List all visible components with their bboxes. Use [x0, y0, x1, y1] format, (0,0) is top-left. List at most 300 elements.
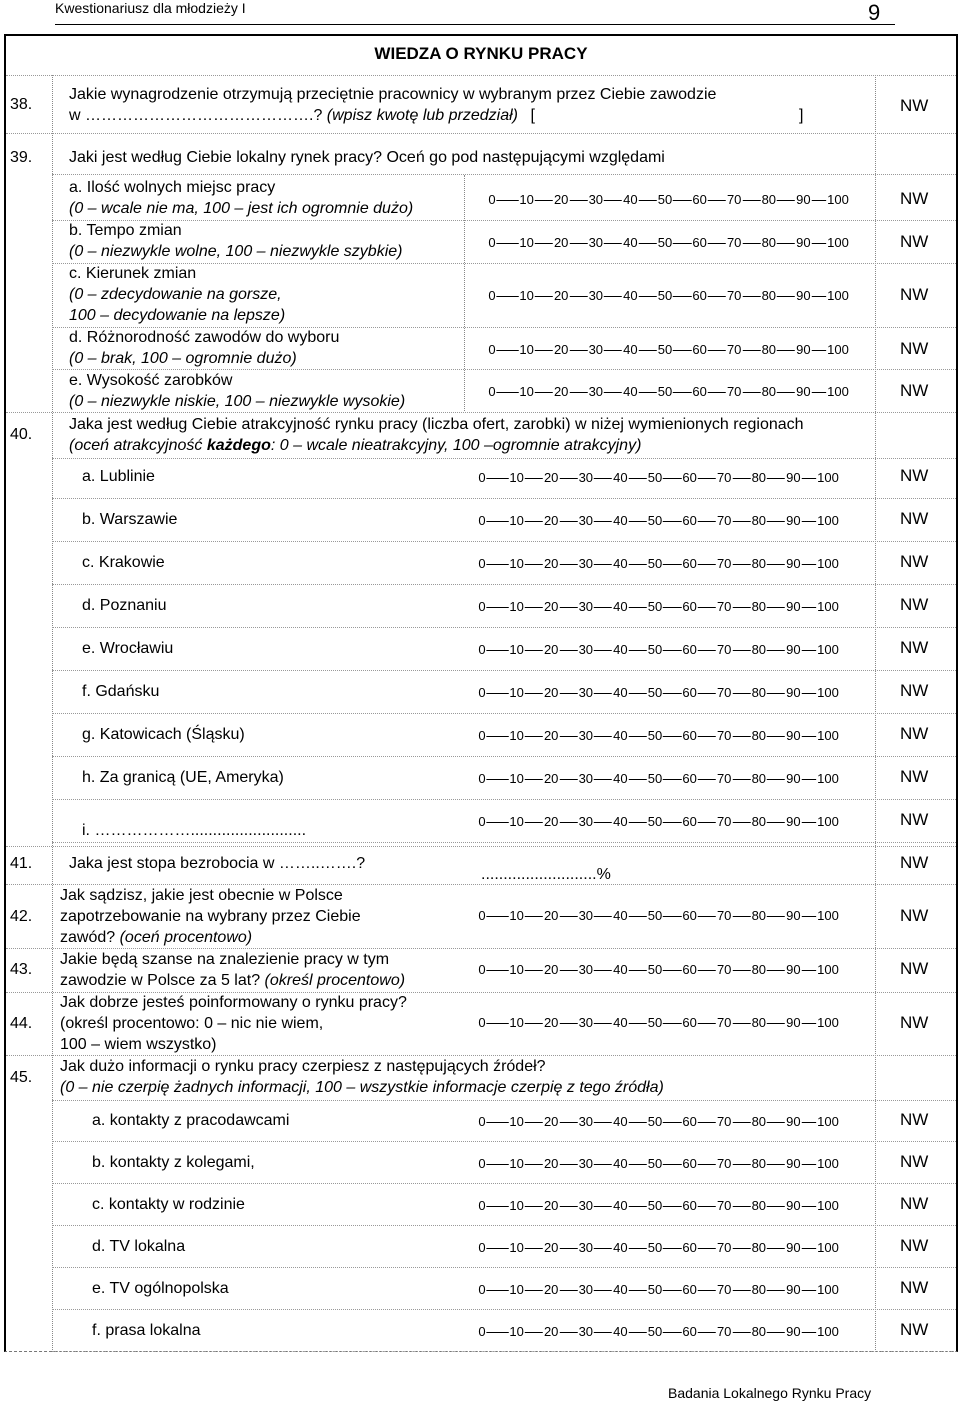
- scale-tick-100[interactable]: 100: [817, 908, 839, 923]
- scale-tick-70[interactable]: 70: [716, 1282, 732, 1297]
- q40-item-scale[interactable]: [476, 513, 846, 529]
- scale-tick-90[interactable]: 90: [786, 642, 801, 657]
- scale-tick-30[interactable]: 30: [578, 908, 594, 923]
- scale-tick-90[interactable]: 90: [786, 1198, 801, 1213]
- scale-tick-40[interactable]: 40: [613, 1015, 628, 1030]
- scale-tick-100[interactable]: 100: [827, 342, 849, 357]
- scale-tick-20[interactable]: 20: [543, 771, 559, 786]
- q45-item-nw[interactable]: NW: [900, 1320, 929, 1339]
- scale-tick-70[interactable]: 70: [726, 342, 742, 357]
- scale-tick-90[interactable]: 90: [786, 1114, 801, 1129]
- scale-tick-60[interactable]: 60: [682, 908, 697, 923]
- scale-tick-0[interactable]: 0: [478, 513, 486, 528]
- q45-item-scale[interactable]: [476, 1114, 846, 1130]
- scale-tick-100[interactable]: 100: [817, 1324, 839, 1339]
- scale-tick-90[interactable]: 90: [786, 599, 801, 614]
- scale-tick-60[interactable]: 60: [692, 288, 707, 303]
- scale-tick-10[interactable]: 10: [509, 814, 524, 829]
- scale-tick-30[interactable]: 30: [588, 192, 604, 207]
- q45-item-nw[interactable]: NW: [900, 1194, 929, 1213]
- scale-tick-90[interactable]: 90: [796, 384, 811, 399]
- scale-tick-40[interactable]: 40: [613, 814, 628, 829]
- scale-tick-20[interactable]: 20: [553, 342, 569, 357]
- scale-tick-20[interactable]: 20: [553, 288, 569, 303]
- scale-tick-0[interactable]: 0: [478, 962, 486, 977]
- scale-tick-0[interactable]: 0: [488, 342, 496, 357]
- q40-item-scale[interactable]: [476, 599, 846, 615]
- scale-tick-100[interactable]: 100: [817, 685, 839, 700]
- scale-tick-80[interactable]: 80: [751, 1114, 767, 1129]
- scale-tick-10[interactable]: 10: [509, 771, 524, 786]
- scale-tick-90[interactable]: 90: [786, 908, 801, 923]
- scale-tick-70[interactable]: 70: [716, 1015, 732, 1030]
- scale-tick-80[interactable]: 80: [761, 342, 777, 357]
- scale-tick-40[interactable]: 40: [613, 1240, 628, 1255]
- scale-tick-20[interactable]: 20: [543, 1015, 559, 1030]
- scale-tick-10[interactable]: 10: [509, 556, 524, 571]
- scale-tick-50[interactable]: 50: [647, 1015, 663, 1030]
- scale-tick-10[interactable]: 10: [509, 1198, 524, 1213]
- scale-tick-50[interactable]: 50: [657, 288, 673, 303]
- scale-tick-100[interactable]: 100: [817, 1114, 839, 1129]
- scale-tick-20[interactable]: 20: [543, 1114, 559, 1129]
- scale-tick-60[interactable]: 60: [692, 235, 707, 250]
- scale-tick-100[interactable]: 100: [817, 728, 839, 743]
- scale-tick-60[interactable]: 60: [692, 384, 707, 399]
- scale-tick-0[interactable]: 0: [478, 556, 486, 571]
- q40-item-scale[interactable]: [476, 470, 846, 486]
- scale-tick-90[interactable]: 90: [796, 288, 811, 303]
- scale-tick-70[interactable]: 70: [716, 1156, 732, 1171]
- scale-tick-80[interactable]: 80: [751, 908, 767, 923]
- scale-tick-40[interactable]: 40: [623, 384, 638, 399]
- scale-tick-80[interactable]: 80: [751, 642, 767, 657]
- scale-tick-40[interactable]: 40: [613, 962, 628, 977]
- q40-item-scale[interactable]: [476, 556, 846, 572]
- scale-tick-70[interactable]: 70: [716, 1240, 732, 1255]
- scale-tick-50[interactable]: 50: [647, 1156, 663, 1171]
- q39-c-nw[interactable]: NW: [900, 285, 929, 304]
- scale-tick-20[interactable]: 20: [543, 1198, 559, 1213]
- scale-tick-0[interactable]: 0: [478, 1282, 486, 1297]
- q40-item-nw[interactable]: NW: [900, 466, 929, 485]
- scale-tick-70[interactable]: 70: [716, 962, 732, 977]
- scale-tick-90[interactable]: 90: [786, 556, 801, 571]
- q39-c-scale[interactable]: [486, 288, 856, 304]
- scale-tick-10[interactable]: 10: [519, 342, 534, 357]
- scale-tick-0[interactable]: 0: [478, 470, 486, 485]
- scale-tick-70[interactable]: 70: [716, 908, 732, 923]
- scale-tick-60[interactable]: 60: [682, 1282, 697, 1297]
- scale-tick-10[interactable]: 10: [509, 470, 524, 485]
- scale-tick-10[interactable]: 10: [509, 1324, 524, 1339]
- scale-tick-30[interactable]: 30: [578, 1015, 594, 1030]
- q40-item-nw[interactable]: NW: [900, 509, 929, 528]
- scale-tick-40[interactable]: 40: [613, 1282, 628, 1297]
- scale-tick-0[interactable]: 0: [478, 1015, 486, 1030]
- scale-tick-50[interactable]: 50: [647, 814, 663, 829]
- scale-tick-50[interactable]: 50: [647, 599, 663, 614]
- q40-item-nw[interactable]: NW: [900, 552, 929, 571]
- scale-tick-10[interactable]: 10: [519, 288, 534, 303]
- q45-item-nw[interactable]: NW: [900, 1236, 929, 1255]
- scale-tick-100[interactable]: 100: [817, 771, 839, 786]
- scale-tick-40[interactable]: 40: [613, 685, 628, 700]
- q40-item-scale[interactable]: [476, 771, 846, 787]
- scale-tick-20[interactable]: 20: [543, 1282, 559, 1297]
- q45-item-scale[interactable]: [476, 1156, 846, 1172]
- scale-tick-0[interactable]: 0: [478, 599, 486, 614]
- scale-tick-50[interactable]: 50: [647, 513, 663, 528]
- scale-tick-60[interactable]: 60: [692, 342, 707, 357]
- scale-tick-10[interactable]: 10: [509, 962, 524, 977]
- q45-item-nw[interactable]: NW: [900, 1110, 929, 1129]
- scale-tick-20[interactable]: 20: [543, 513, 559, 528]
- scale-tick-70[interactable]: 70: [716, 771, 732, 786]
- scale-tick-70[interactable]: 70: [716, 1198, 732, 1213]
- q43-nw[interactable]: NW: [900, 959, 929, 978]
- scale-tick-0[interactable]: 0: [478, 642, 486, 657]
- scale-tick-20[interactable]: 20: [543, 642, 559, 657]
- q39-e-scale[interactable]: [486, 384, 856, 400]
- q45-item-nw[interactable]: NW: [900, 1152, 929, 1171]
- scale-tick-100[interactable]: 100: [827, 235, 849, 250]
- q39-b-nw[interactable]: NW: [900, 232, 929, 251]
- scale-tick-80[interactable]: 80: [751, 728, 767, 743]
- scale-tick-90[interactable]: 90: [786, 1015, 801, 1030]
- scale-tick-20[interactable]: 20: [553, 192, 569, 207]
- scale-tick-20[interactable]: 20: [543, 1324, 559, 1339]
- scale-tick-40[interactable]: 40: [613, 1156, 628, 1171]
- scale-tick-80[interactable]: 80: [751, 1156, 767, 1171]
- scale-tick-40[interactable]: 40: [613, 1114, 628, 1129]
- scale-tick-30[interactable]: 30: [588, 342, 604, 357]
- scale-tick-0[interactable]: 0: [478, 908, 486, 923]
- scale-tick-60[interactable]: 60: [682, 771, 697, 786]
- scale-tick-60[interactable]: 60: [682, 1015, 697, 1030]
- scale-tick-40[interactable]: 40: [613, 908, 628, 923]
- scale-tick-50[interactable]: 50: [657, 342, 673, 357]
- q40-item-scale[interactable]: [476, 728, 846, 744]
- scale-tick-80[interactable]: 80: [751, 599, 767, 614]
- q42-nw[interactable]: NW: [900, 906, 929, 925]
- scale-tick-60[interactable]: 60: [682, 642, 697, 657]
- scale-tick-10[interactable]: 10: [509, 1156, 524, 1171]
- q40-item-nw[interactable]: NW: [900, 681, 929, 700]
- scale-tick-0[interactable]: 0: [478, 1114, 486, 1129]
- scale-tick-70[interactable]: 70: [716, 556, 732, 571]
- scale-tick-0[interactable]: 0: [478, 728, 486, 743]
- scale-tick-30[interactable]: 30: [578, 1240, 594, 1255]
- scale-tick-50[interactable]: 50: [647, 962, 663, 977]
- scale-tick-80[interactable]: 80: [751, 1282, 767, 1297]
- scale-tick-50[interactable]: 50: [647, 685, 663, 700]
- scale-tick-20[interactable]: 20: [543, 814, 559, 829]
- scale-tick-40[interactable]: 40: [623, 288, 638, 303]
- scale-tick-50[interactable]: 50: [647, 642, 663, 657]
- scale-tick-10[interactable]: 10: [519, 235, 534, 250]
- scale-tick-50[interactable]: 50: [647, 908, 663, 923]
- scale-tick-40[interactable]: 40: [613, 513, 628, 528]
- q39-d-nw[interactable]: NW: [900, 339, 929, 358]
- scale-tick-80[interactable]: 80: [751, 962, 767, 977]
- scale-tick-0[interactable]: 0: [478, 1240, 486, 1255]
- scale-tick-60[interactable]: 60: [692, 192, 707, 207]
- scale-tick-40[interactable]: 40: [613, 728, 628, 743]
- scale-tick-0[interactable]: 0: [488, 384, 496, 399]
- scale-tick-90[interactable]: 90: [786, 1324, 801, 1339]
- scale-tick-30[interactable]: 30: [578, 685, 594, 700]
- scale-tick-50[interactable]: 50: [647, 556, 663, 571]
- scale-tick-30[interactable]: 30: [578, 1282, 594, 1297]
- scale-tick-80[interactable]: 80: [751, 1240, 767, 1255]
- scale-tick-40[interactable]: 40: [613, 599, 628, 614]
- scale-tick-40[interactable]: 40: [613, 1324, 628, 1339]
- scale-tick-60[interactable]: 60: [682, 599, 697, 614]
- scale-tick-80[interactable]: 80: [751, 814, 767, 829]
- q39-e-nw[interactable]: NW: [900, 381, 929, 400]
- scale-tick-0[interactable]: 0: [478, 685, 486, 700]
- scale-tick-90[interactable]: 90: [786, 962, 801, 977]
- scale-tick-90[interactable]: 90: [786, 1282, 801, 1297]
- scale-tick-30[interactable]: 30: [578, 599, 594, 614]
- q42-scale[interactable]: [476, 908, 846, 924]
- q39-d-scale[interactable]: [486, 342, 856, 358]
- q45-item-scale[interactable]: [476, 1324, 846, 1340]
- scale-tick-40[interactable]: 40: [613, 470, 628, 485]
- scale-tick-80[interactable]: 80: [751, 1015, 767, 1030]
- scale-tick-80[interactable]: 80: [751, 685, 767, 700]
- scale-tick-20[interactable]: 20: [543, 470, 559, 485]
- scale-tick-30[interactable]: 30: [578, 1114, 594, 1129]
- scale-tick-10[interactable]: 10: [509, 1282, 524, 1297]
- scale-tick-90[interactable]: 90: [786, 1240, 801, 1255]
- scale-tick-30[interactable]: 30: [578, 814, 594, 829]
- scale-tick-50[interactable]: 50: [647, 1114, 663, 1129]
- q44-nw[interactable]: NW: [900, 1013, 929, 1032]
- scale-tick-10[interactable]: 10: [509, 685, 524, 700]
- scale-tick-100[interactable]: 100: [817, 814, 839, 829]
- scale-tick-80[interactable]: 80: [761, 235, 777, 250]
- scale-tick-90[interactable]: 90: [786, 814, 801, 829]
- scale-tick-20[interactable]: 20: [553, 235, 569, 250]
- q45-item-scale[interactable]: [476, 1198, 846, 1214]
- scale-tick-60[interactable]: 60: [682, 513, 697, 528]
- scale-tick-10[interactable]: 10: [509, 513, 524, 528]
- scale-tick-100[interactable]: 100: [827, 192, 849, 207]
- scale-tick-100[interactable]: 100: [817, 1156, 839, 1171]
- scale-tick-0[interactable]: 0: [488, 288, 496, 303]
- q40-item-scale[interactable]: [476, 685, 846, 701]
- scale-tick-70[interactable]: 70: [726, 192, 742, 207]
- scale-tick-80[interactable]: 80: [751, 470, 767, 485]
- scale-tick-60[interactable]: 60: [682, 556, 697, 571]
- scale-tick-70[interactable]: 70: [726, 384, 742, 399]
- scale-tick-70[interactable]: 70: [716, 642, 732, 657]
- scale-tick-10[interactable]: 10: [519, 192, 534, 207]
- scale-tick-90[interactable]: 90: [786, 728, 801, 743]
- scale-tick-50[interactable]: 50: [647, 771, 663, 786]
- scale-tick-70[interactable]: 70: [716, 814, 732, 829]
- q41-answer-field[interactable]: ..........................%: [481, 866, 611, 883]
- scale-tick-10[interactable]: 10: [509, 1114, 524, 1129]
- q40-item-scale[interactable]: [476, 814, 846, 830]
- scale-tick-10[interactable]: 10: [509, 642, 524, 657]
- scale-tick-100[interactable]: 100: [827, 288, 849, 303]
- scale-tick-40[interactable]: 40: [623, 235, 638, 250]
- scale-tick-10[interactable]: 10: [509, 728, 524, 743]
- scale-tick-100[interactable]: 100: [827, 384, 849, 399]
- scale-tick-80[interactable]: 80: [751, 1324, 767, 1339]
- scale-tick-80[interactable]: 80: [751, 1198, 767, 1213]
- q39-a-scale[interactable]: [486, 192, 856, 208]
- scale-tick-30[interactable]: 30: [578, 962, 594, 977]
- scale-tick-10[interactable]: 10: [509, 1240, 524, 1255]
- q40-item-nw[interactable]: NW: [900, 810, 929, 829]
- scale-tick-90[interactable]: 90: [796, 342, 811, 357]
- scale-tick-40[interactable]: 40: [613, 1198, 628, 1213]
- scale-tick-30[interactable]: 30: [578, 470, 594, 485]
- scale-tick-20[interactable]: 20: [543, 908, 559, 923]
- scale-tick-20[interactable]: 20: [543, 556, 559, 571]
- q41-nw[interactable]: NW: [900, 853, 929, 872]
- scale-tick-90[interactable]: 90: [786, 771, 801, 786]
- scale-tick-60[interactable]: 60: [682, 1156, 697, 1171]
- scale-tick-20[interactable]: 20: [543, 685, 559, 700]
- scale-tick-30[interactable]: 30: [578, 771, 594, 786]
- scale-tick-100[interactable]: 100: [817, 1282, 839, 1297]
- scale-tick-60[interactable]: 60: [682, 1114, 697, 1129]
- scale-tick-90[interactable]: 90: [786, 1156, 801, 1171]
- scale-tick-20[interactable]: 20: [543, 962, 559, 977]
- scale-tick-70[interactable]: 70: [716, 1114, 732, 1129]
- scale-tick-80[interactable]: 80: [761, 384, 777, 399]
- scale-tick-50[interactable]: 50: [647, 728, 663, 743]
- scale-tick-50[interactable]: 50: [657, 192, 673, 207]
- q45-item-scale[interactable]: [476, 1282, 846, 1298]
- scale-tick-80[interactable]: 80: [761, 288, 777, 303]
- scale-tick-60[interactable]: 60: [682, 1324, 697, 1339]
- q39-a-nw[interactable]: NW: [900, 189, 929, 208]
- scale-tick-80[interactable]: 80: [751, 513, 767, 528]
- scale-tick-30[interactable]: 30: [578, 1156, 594, 1171]
- scale-tick-30[interactable]: 30: [578, 642, 594, 657]
- scale-tick-60[interactable]: 60: [682, 685, 697, 700]
- q38-blank[interactable]: w …………………………………….?: [69, 107, 323, 124]
- q40-item-nw[interactable]: NW: [900, 767, 929, 786]
- scale-tick-0[interactable]: 0: [478, 1324, 486, 1339]
- scale-tick-20[interactable]: 20: [553, 384, 569, 399]
- q40-item-nw[interactable]: NW: [900, 595, 929, 614]
- scale-tick-60[interactable]: 60: [682, 1198, 697, 1213]
- scale-tick-50[interactable]: 50: [647, 1282, 663, 1297]
- scale-tick-70[interactable]: 70: [726, 288, 742, 303]
- scale-tick-0[interactable]: 0: [478, 814, 486, 829]
- scale-tick-10[interactable]: 10: [509, 599, 524, 614]
- scale-tick-70[interactable]: 70: [716, 470, 732, 485]
- scale-tick-70[interactable]: 70: [716, 599, 732, 614]
- scale-tick-90[interactable]: 90: [796, 235, 811, 250]
- scale-tick-20[interactable]: 20: [543, 599, 559, 614]
- q45-item-nw[interactable]: NW: [900, 1278, 929, 1297]
- scale-tick-50[interactable]: 50: [647, 1324, 663, 1339]
- scale-tick-0[interactable]: 0: [478, 1198, 486, 1213]
- scale-tick-30[interactable]: 30: [578, 1324, 594, 1339]
- scale-tick-70[interactable]: 70: [716, 513, 732, 528]
- q38-nw[interactable]: NW: [900, 96, 929, 115]
- scale-tick-50[interactable]: 50: [647, 1240, 663, 1255]
- scale-tick-100[interactable]: 100: [817, 599, 839, 614]
- scale-tick-100[interactable]: 100: [817, 1015, 839, 1030]
- scale-tick-0[interactable]: 0: [488, 192, 496, 207]
- scale-tick-30[interactable]: 30: [588, 288, 604, 303]
- scale-tick-60[interactable]: 60: [682, 962, 697, 977]
- scale-tick-20[interactable]: 20: [543, 1156, 559, 1171]
- scale-tick-90[interactable]: 90: [796, 192, 811, 207]
- scale-tick-90[interactable]: 90: [786, 685, 801, 700]
- scale-tick-10[interactable]: 10: [519, 384, 534, 399]
- scale-tick-60[interactable]: 60: [682, 470, 697, 485]
- scale-tick-30[interactable]: 30: [588, 235, 604, 250]
- scale-tick-100[interactable]: 100: [817, 556, 839, 571]
- scale-tick-100[interactable]: 100: [817, 962, 839, 977]
- scale-tick-0[interactable]: 0: [478, 1156, 486, 1171]
- q40-item-nw[interactable]: NW: [900, 724, 929, 743]
- scale-tick-100[interactable]: 100: [817, 642, 839, 657]
- scale-tick-30[interactable]: 30: [578, 556, 594, 571]
- scale-tick-70[interactable]: 70: [716, 728, 732, 743]
- scale-tick-30[interactable]: 30: [578, 728, 594, 743]
- q43-scale[interactable]: [476, 962, 846, 978]
- scale-tick-40[interactable]: 40: [623, 342, 638, 357]
- scale-tick-70[interactable]: 70: [716, 685, 732, 700]
- scale-tick-100[interactable]: 100: [817, 1198, 839, 1213]
- q44-scale[interactable]: [476, 1015, 846, 1031]
- scale-tick-100[interactable]: 100: [817, 1240, 839, 1255]
- scale-tick-90[interactable]: 90: [786, 513, 801, 528]
- scale-tick-80[interactable]: 80: [751, 556, 767, 571]
- scale-tick-80[interactable]: 80: [761, 192, 777, 207]
- q40-item-nw[interactable]: NW: [900, 638, 929, 657]
- scale-tick-30[interactable]: 30: [588, 384, 604, 399]
- scale-tick-20[interactable]: 20: [543, 728, 559, 743]
- scale-tick-60[interactable]: 60: [682, 1240, 697, 1255]
- scale-tick-100[interactable]: 100: [817, 470, 839, 485]
- scale-tick-40[interactable]: 40: [623, 192, 638, 207]
- q39-b-scale[interactable]: [486, 235, 856, 251]
- scale-tick-50[interactable]: 50: [657, 384, 673, 399]
- scale-tick-60[interactable]: 60: [682, 728, 697, 743]
- scale-tick-10[interactable]: 10: [509, 908, 524, 923]
- scale-tick-50[interactable]: 50: [657, 235, 673, 250]
- scale-tick-100[interactable]: 100: [817, 513, 839, 528]
- scale-tick-0[interactable]: 0: [478, 771, 486, 786]
- scale-tick-70[interactable]: 70: [716, 1324, 732, 1339]
- q40-item-scale[interactable]: [476, 642, 846, 658]
- scale-tick-40[interactable]: 40: [613, 642, 628, 657]
- scale-tick-30[interactable]: 30: [578, 513, 594, 528]
- scale-tick-60[interactable]: 60: [682, 814, 697, 829]
- scale-tick-50[interactable]: 50: [647, 470, 663, 485]
- scale-tick-40[interactable]: 40: [613, 771, 628, 786]
- scale-tick-20[interactable]: 20: [543, 1240, 559, 1255]
- scale-tick-10[interactable]: 10: [509, 1015, 524, 1030]
- scale-tick-80[interactable]: 80: [751, 771, 767, 786]
- scale-tick-30[interactable]: 30: [578, 1198, 594, 1213]
- scale-tick-90[interactable]: 90: [786, 470, 801, 485]
- scale-tick-40[interactable]: 40: [613, 556, 628, 571]
- scale-tick-0[interactable]: 0: [488, 235, 496, 250]
